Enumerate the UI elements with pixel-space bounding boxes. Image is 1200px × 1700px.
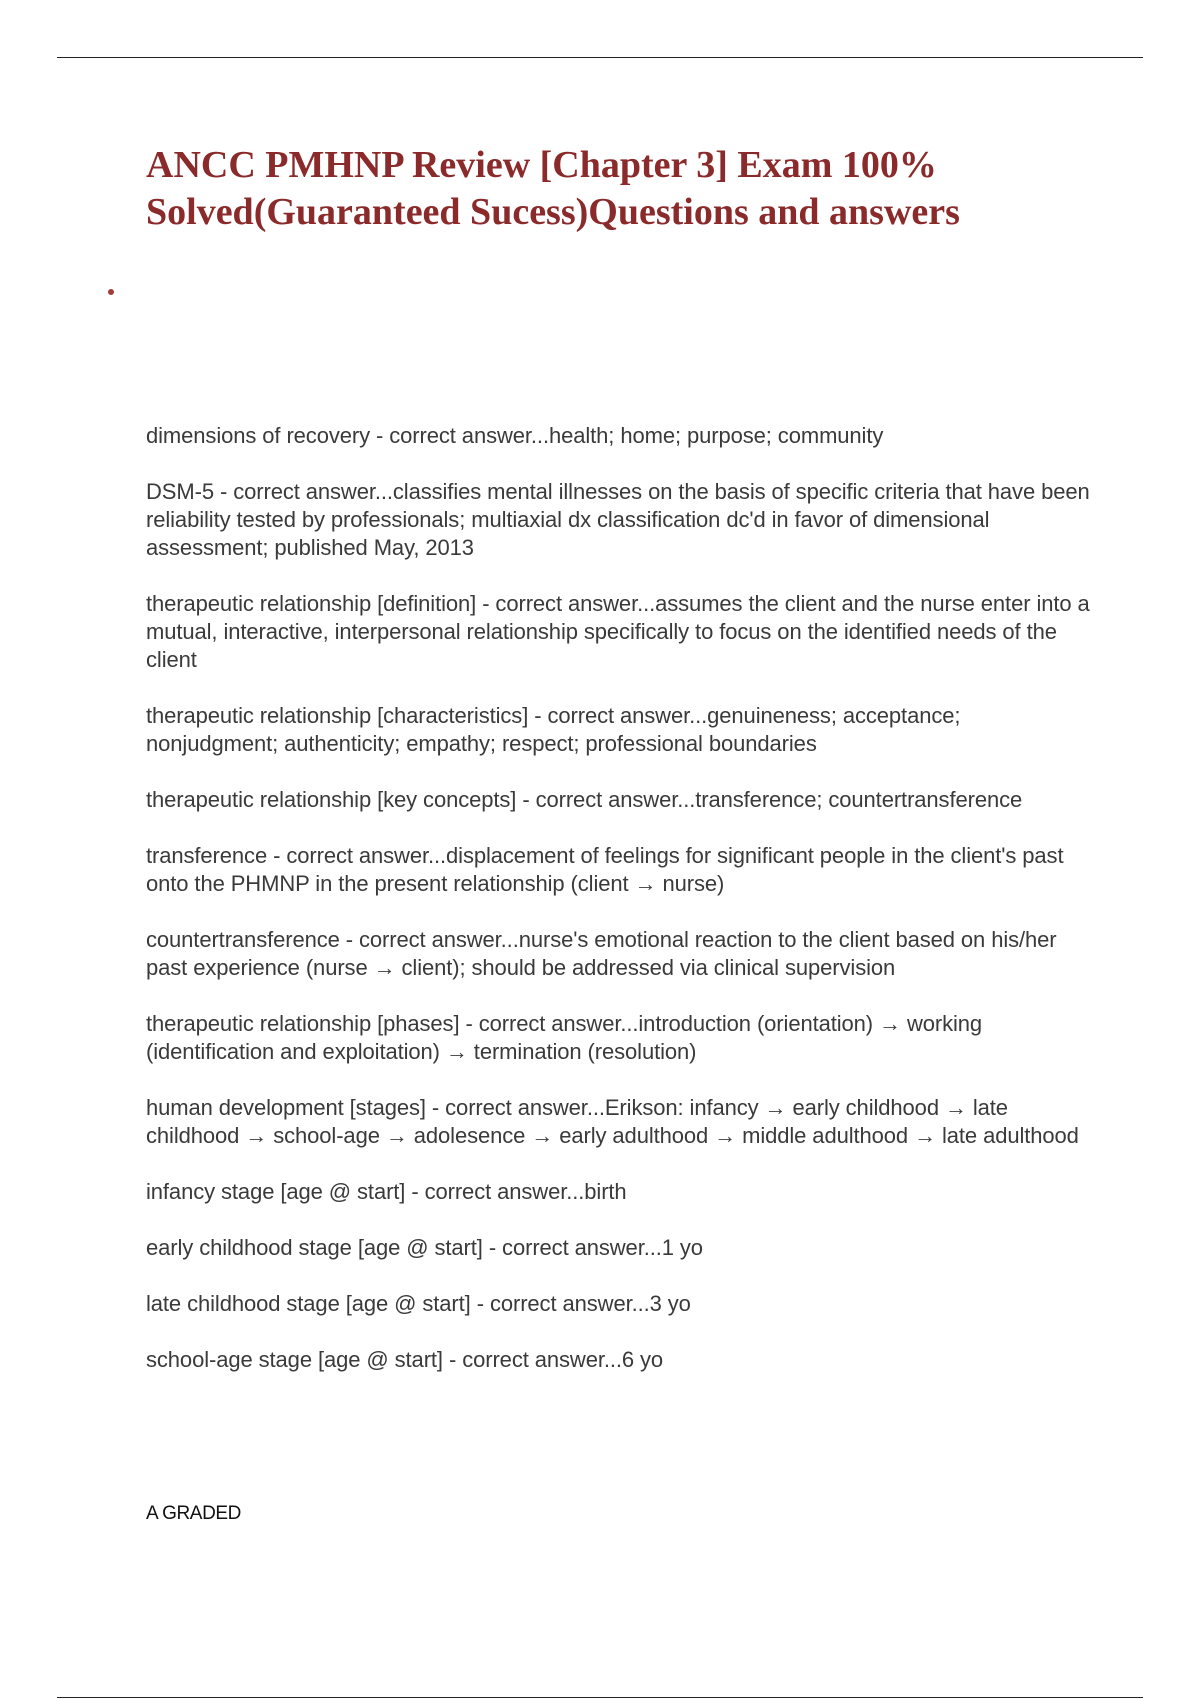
qa-item: infancy stage [age @ start] - correct answer...birth [146, 1179, 627, 1204]
qa-item: human development [stages] - correct answer...Erikson: infancy → early childhood → late childhood → school-age → adolesence → early adulthood → middle adulthood → late adulthood [146, 1095, 1079, 1148]
qa-item: therapeutic relationship [phases] - correct answer...introduction (orientation) → working (identification and exploitation) → termination (resolution) [146, 1011, 983, 1064]
top-divider [57, 57, 1143, 58]
qa-item: therapeutic relationship [characteristics] - correct answer...genuineness; acceptance; nonjudgment; authenticity; empathy; respect; professional boundaries [146, 703, 961, 756]
qa-item: school-age stage [age @ start] - correct answer...6 yo [146, 1347, 664, 1372]
qa-item: transference - correct answer...displacement of feelings for significant people in the client's past onto the PHMNP in the present relationship (client → nurse) [146, 843, 1064, 896]
qa-item: therapeutic relationship [key concepts] - correct answer...transference; countertransference [146, 787, 1023, 812]
qa-item: therapeutic relationship [definition] - correct answer...assumes the client and the nurse enter into a mutual, interactive, interpersonal relationship specifically to focus on the identified needs of the client [146, 591, 1090, 672]
bottom-divider [57, 1697, 1143, 1698]
qa-item: late childhood stage [age @ start] - correct answer...3 yo [146, 1291, 691, 1316]
qa-item: dimensions of recovery - correct answer...health; home; purpose; community [146, 423, 884, 448]
qa-item: DSM-5 - correct answer...classifies mental illnesses on the basis of specific criteria that have been reliability tested by professionals; multiaxial dx classification dc'd in favor of dimensional assessment; published May, 2013 [146, 479, 1090, 560]
footer-label: A GRADED [146, 1503, 241, 1524]
qa-item: countertransference - correct answer...nurse's emotional reaction to the client based on his/her past experience (nurse → client); should be addressed via clinical supervision [146, 927, 1057, 980]
document-title: ANCC PMHNP Review [Chapter 3] Exam 100% Solved(Guaranteed Sucess)Questions and answers [146, 144, 960, 233]
bullet-point [108, 289, 114, 295]
qa-item: early childhood stage [age @ start] - correct answer...1 yo [146, 1235, 703, 1260]
qa-list [146, 422, 1091, 1402]
